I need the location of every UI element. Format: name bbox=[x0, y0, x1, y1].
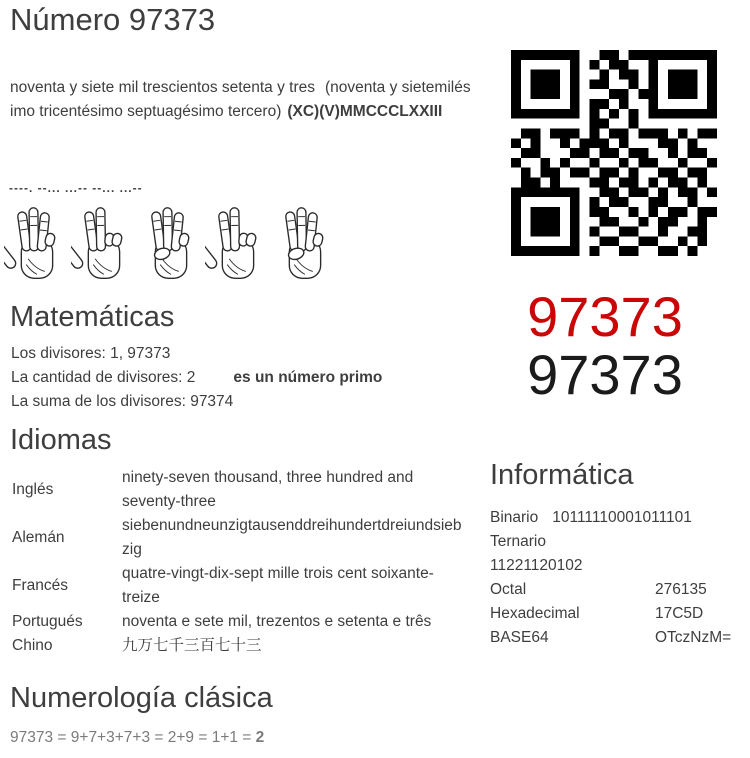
section-heading-idiomas: Idiomas bbox=[10, 424, 112, 456]
language-label-french: Francés bbox=[12, 577, 68, 594]
info-row-base64 bbox=[490, 626, 740, 650]
big-number-red: 97373 bbox=[527, 285, 683, 348]
language-value-german: siebenundneunzigtausenddreihundertdreiundsiebzig bbox=[122, 517, 462, 558]
numerology-formula bbox=[10, 729, 264, 747]
hand-sign-seven-icon bbox=[205, 200, 269, 290]
info-row-binary bbox=[490, 506, 740, 530]
info-label-base64: BASE64 bbox=[490, 629, 549, 646]
hand-sign-nine-icon bbox=[4, 200, 68, 290]
info-label-hexadecimal: Hexadecimal bbox=[490, 605, 580, 622]
morse-code-text: ----. --... ...-- --... ...-- bbox=[9, 181, 143, 195]
number-description bbox=[10, 76, 472, 124]
big-number-panel bbox=[492, 285, 718, 406]
divisor-count-line bbox=[11, 366, 382, 390]
divisor-count-text: La cantidad de divisores: 2 bbox=[11, 369, 196, 386]
prime-note: es un número primo bbox=[233, 369, 383, 386]
language-label-portuguese: Portugués bbox=[12, 613, 83, 630]
info-value-binary: 10111110001011101 bbox=[552, 509, 692, 526]
hand-sign-seven-icon bbox=[71, 200, 135, 290]
number-ordinal-text: (noventa y sietemilésimo tricentésimo septuagésimo tercero) bbox=[10, 78, 471, 120]
qr-code-svg bbox=[511, 50, 717, 256]
section-heading-numerologia: Numerología clásica bbox=[10, 682, 273, 714]
language-value-french: quatre-vingt-dix-sept mille trois cent soixante-treize bbox=[122, 565, 434, 606]
info-label-octal: Octal bbox=[490, 581, 527, 598]
divisor-sum-line: La suma de los divisores: 97374 bbox=[11, 393, 234, 410]
info-row-octal bbox=[490, 578, 740, 602]
finger-counting-hands bbox=[4, 200, 354, 292]
info-row-ternary bbox=[490, 530, 740, 578]
info-row-hexadecimal bbox=[490, 602, 740, 626]
informatica-table bbox=[490, 506, 740, 650]
language-value-chinese: 九万七千三百七十三 bbox=[122, 637, 262, 654]
language-label-chinese: Chino bbox=[12, 637, 53, 654]
language-value-portuguese: noventa e sete mil, trezentos e setenta e três bbox=[122, 613, 432, 630]
info-value-ternary: 11221120102 bbox=[490, 557, 583, 574]
page-title: Número 97373 bbox=[10, 2, 216, 37]
info-value-hexadecimal: 17C5D bbox=[655, 605, 704, 622]
info-value-octal: 276135 bbox=[655, 581, 707, 598]
language-label-german: Alemán bbox=[12, 529, 65, 546]
divisors-line: Los divisores: 1, 97373 bbox=[11, 345, 171, 362]
hand-sign-three-icon bbox=[138, 200, 202, 290]
section-heading-matematicas: Matemáticas bbox=[10, 301, 175, 333]
qr-code-image bbox=[511, 50, 717, 256]
info-value-base64: OTczNzM= bbox=[655, 629, 732, 646]
number-roman-numeral: (XC)(V)MMCCCLXXIII bbox=[287, 102, 443, 120]
language-value-english: ninety-seven thousand, three hundred and seventy-three bbox=[122, 469, 414, 510]
numerology-result: 2 bbox=[255, 729, 265, 746]
info-label-binary: Binario bbox=[490, 509, 539, 526]
big-number-black: 97373 bbox=[527, 343, 683, 406]
number-cardinal-text: noventa y siete mil trescientos setenta y tres bbox=[10, 78, 315, 96]
matematicas-lines bbox=[11, 342, 382, 414]
info-label-ternary: Ternario bbox=[490, 533, 546, 550]
hand-sign-three-icon bbox=[272, 200, 336, 290]
language-label-english: Inglés bbox=[12, 481, 54, 498]
numerology-formula-text: 97373 = 9+7+3+7+3 = 2+9 = 1+1 = bbox=[10, 729, 256, 746]
section-heading-informatica: Informática bbox=[490, 459, 634, 491]
languages-table bbox=[12, 466, 468, 658]
